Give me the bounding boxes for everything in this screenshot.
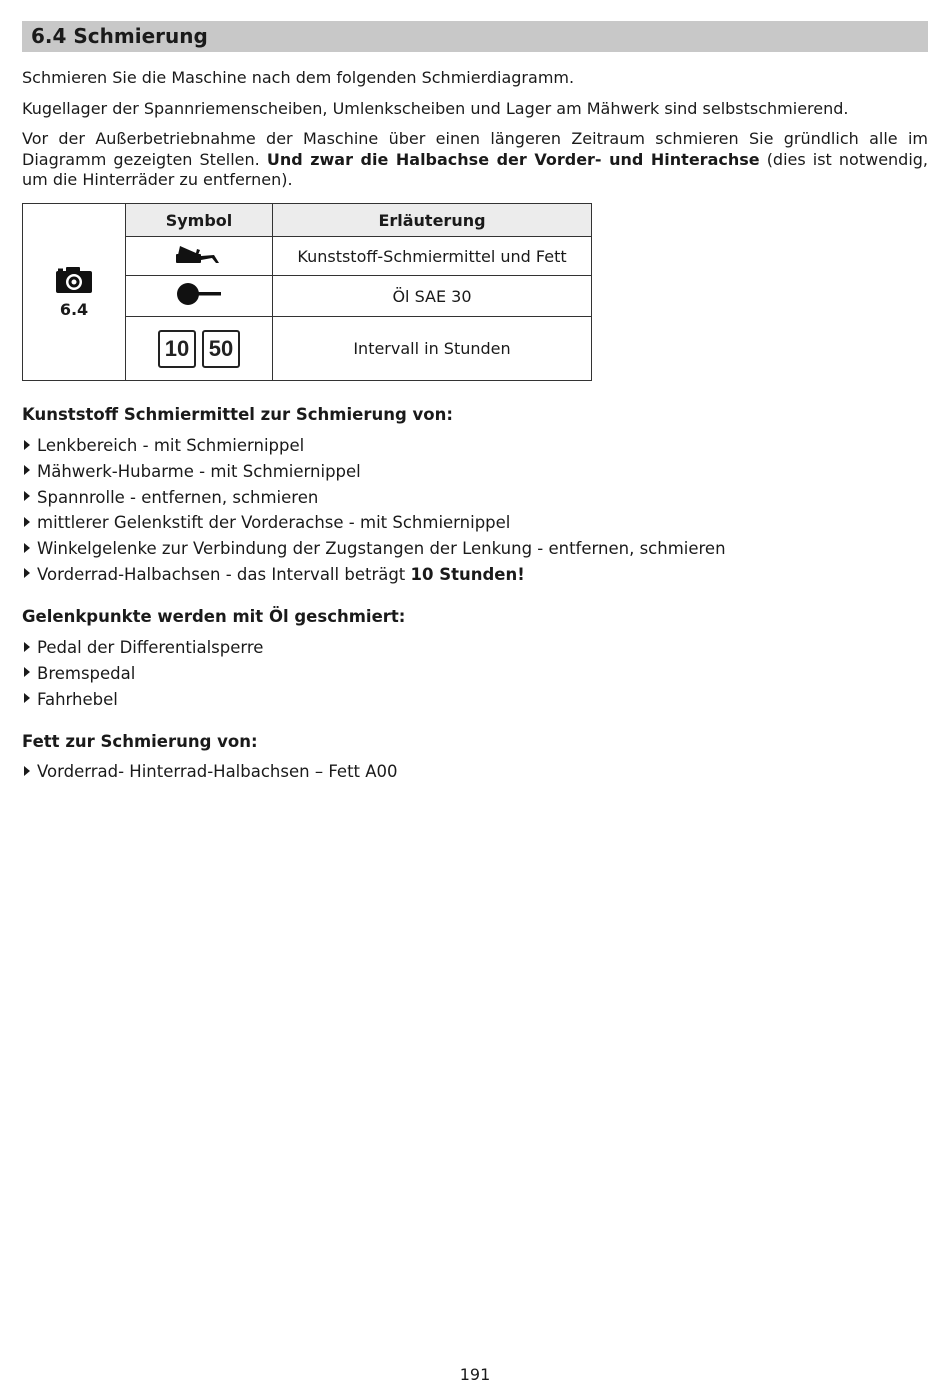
- list-item: Winkelgelenke zur Verbindung der Zugstangen der Lenkung - entfernen, schmieren: [22, 536, 726, 562]
- list-item: Mähwerk-Hubarme - mit Schmiernippel: [22, 459, 726, 485]
- explanation-cell: Öl SAE 30: [273, 276, 592, 317]
- symbol-cell: [126, 276, 273, 317]
- intro-p3-start: Vor der Außerbetriebnahme der Maschine über einen längeren Zeitraum schmieren Sie gründlich alle im Diagramm gezeigten Stellen.: [22, 129, 928, 169]
- explanation-column-header: Erläuterung: [273, 204, 592, 237]
- list-item: Bremspedal: [22, 661, 263, 687]
- intro-paragraph-3: [22, 129, 928, 191]
- reference-label: 6.4: [59, 299, 89, 319]
- bullet-arrow-icon: [24, 667, 30, 677]
- symbol-cell: [126, 237, 273, 276]
- symbol-column-header: Symbol: [126, 204, 273, 237]
- interval-box-10: 10: [158, 330, 196, 368]
- oil-list: [22, 635, 263, 712]
- page-number: 191: [459, 1365, 491, 1384]
- oil-heading: Gelenkpunkte werden mit Öl geschmiert:: [22, 607, 406, 626]
- intro-p3-bold: Und zwar die Halbachse der Vorder- und Hinterachse: [266, 149, 760, 169]
- bullet-arrow-icon: [24, 491, 30, 501]
- list-item: Fahrhebel: [22, 687, 263, 713]
- legend-header-row: [23, 204, 592, 237]
- intro-p3-end: (dies ist notwendig, um die Hinterräder zu entfernen).: [22, 149, 929, 189]
- grease-heading: Fett zur Schmierung von:: [22, 732, 258, 751]
- explanation-cell: Kunststoff-Schmiermittel und Fett: [273, 237, 592, 276]
- bullet-arrow-icon: [24, 465, 30, 475]
- bullet-arrow-icon: [24, 517, 30, 527]
- list-item: Vorderrad-Halbachsen - das Intervall beträgt 10 Stunden!: [22, 562, 726, 588]
- plastic-lube-list: [22, 433, 726, 588]
- list-item: mittlerer Gelenkstift der Vorderachse - mit Schmiernippel: [22, 510, 726, 536]
- grease-gun-icon: [176, 243, 222, 265]
- symbol-cell: [126, 317, 273, 381]
- list-item: Spannrolle - entfernen, schmieren: [22, 485, 726, 511]
- list-item: Lenkbereich - mit Schmiernippel: [22, 433, 726, 459]
- explanation-cell: Intervall in Stunden: [273, 317, 592, 381]
- bullet-arrow-icon: [24, 642, 30, 652]
- list-item: Vorderrad- Hinterrad-Halbachsen – Fett A00: [22, 759, 398, 785]
- section-title: 6.4 Schmierung: [22, 21, 928, 52]
- lubrication-legend-table: [22, 203, 592, 381]
- plastic-lube-heading: Kunststoff Schmiermittel zur Schmierung von:: [22, 405, 453, 424]
- oil-can-icon: [176, 281, 222, 307]
- bullet-arrow-icon: [24, 766, 30, 776]
- list-item: Pedal der Differentialsperre: [22, 635, 263, 661]
- intro-paragraph-1: Schmieren Sie die Maschine nach dem folgenden Schmierdiagramm.: [22, 68, 575, 87]
- bullet-arrow-icon: [24, 543, 30, 553]
- legend-reference-cell: [23, 204, 126, 381]
- camera-icon: [55, 266, 93, 294]
- grease-list: [22, 759, 398, 785]
- interval-box-50: 50: [202, 330, 240, 368]
- bullet-arrow-icon: [24, 440, 30, 450]
- bullet-arrow-icon: [24, 693, 30, 703]
- bullet-arrow-icon: [24, 568, 30, 578]
- intro-paragraph-2: Kugellager der Spannriemenscheiben, Umlenkscheiben und Lager am Mähwerk sind selbstschmierend.: [22, 99, 849, 118]
